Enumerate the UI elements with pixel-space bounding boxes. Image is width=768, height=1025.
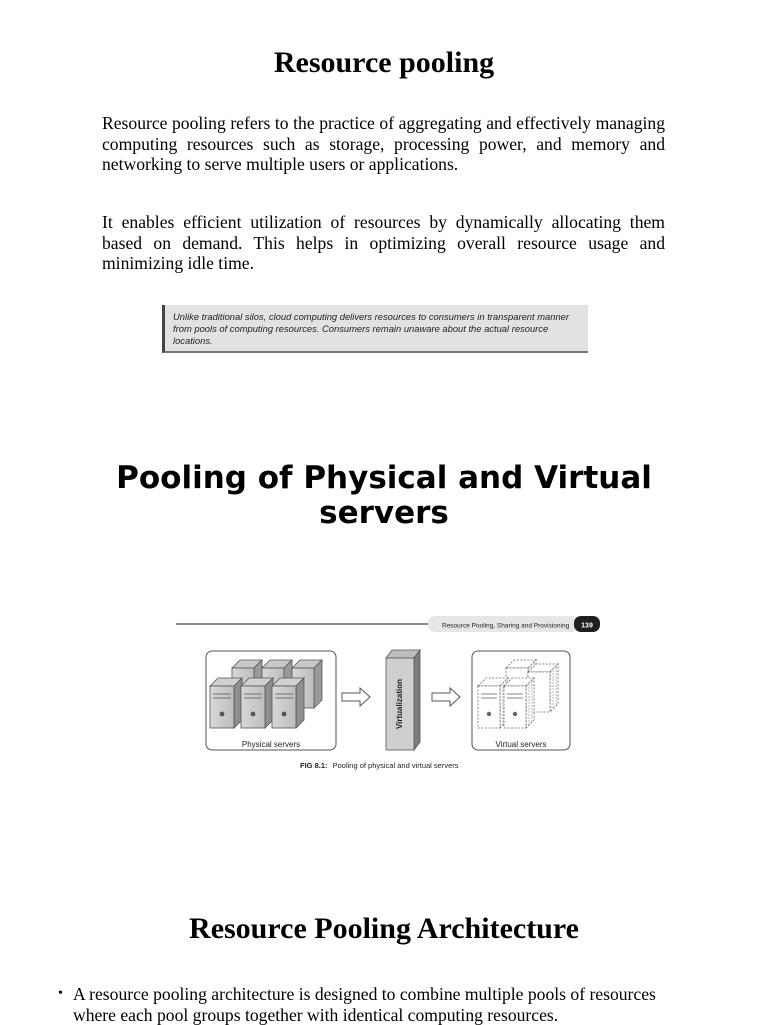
paragraph-definition: Resource pooling refers to the practice of aggregating and effectively managing computing resources such as storage, processing power, and memory and networking to serve multiple users or applications. xyxy=(102,113,665,175)
figure-caption xyxy=(300,761,459,770)
page-number: 139 xyxy=(581,622,593,630)
section-title-architecture: Resource Pooling Architecture xyxy=(189,912,579,945)
physical-servers-label: Physical servers xyxy=(241,740,301,749)
bullet-list xyxy=(58,984,698,1025)
bullet-icon: • xyxy=(58,986,63,1001)
list-item xyxy=(58,984,698,1025)
paragraph-efficiency: It enables efficient utilization of resources by dynamically allocating them based on demand. This helps in optimizing overall resource usage and minimizing idle time. xyxy=(102,212,665,274)
figure-caption-prefix: FIG 8.1: xyxy=(300,761,328,770)
arrow-right-icon xyxy=(432,688,460,706)
section-title-resource-pooling: Resource pooling xyxy=(273,46,495,79)
quote-text: Unlike traditional silos, cloud computing delivers resources to consumers in transparent manner from pools of computing resources. Consumers remain unaware about the actual resource locations. xyxy=(173,311,570,346)
pooling-servers-figure xyxy=(170,610,610,780)
virtual-servers-label: Virtual servers xyxy=(495,740,547,749)
header-text: Resource Pooling, Sharing and Provisioning xyxy=(442,622,570,630)
arrow-right-icon xyxy=(342,688,370,706)
virtualization-label: Virtualization xyxy=(395,678,404,730)
bullet-text: A resource pooling architecture is designed to combine multiple pools of resources where each pool groups together with identical computing resources. xyxy=(73,984,656,1025)
virtualization-layer xyxy=(386,650,420,750)
quote-box xyxy=(162,305,588,353)
section-title-pooling-servers: Pooling of Physical and Virtual servers xyxy=(116,460,652,531)
figure-caption-text: Pooling of physical and virtual servers xyxy=(332,761,459,770)
